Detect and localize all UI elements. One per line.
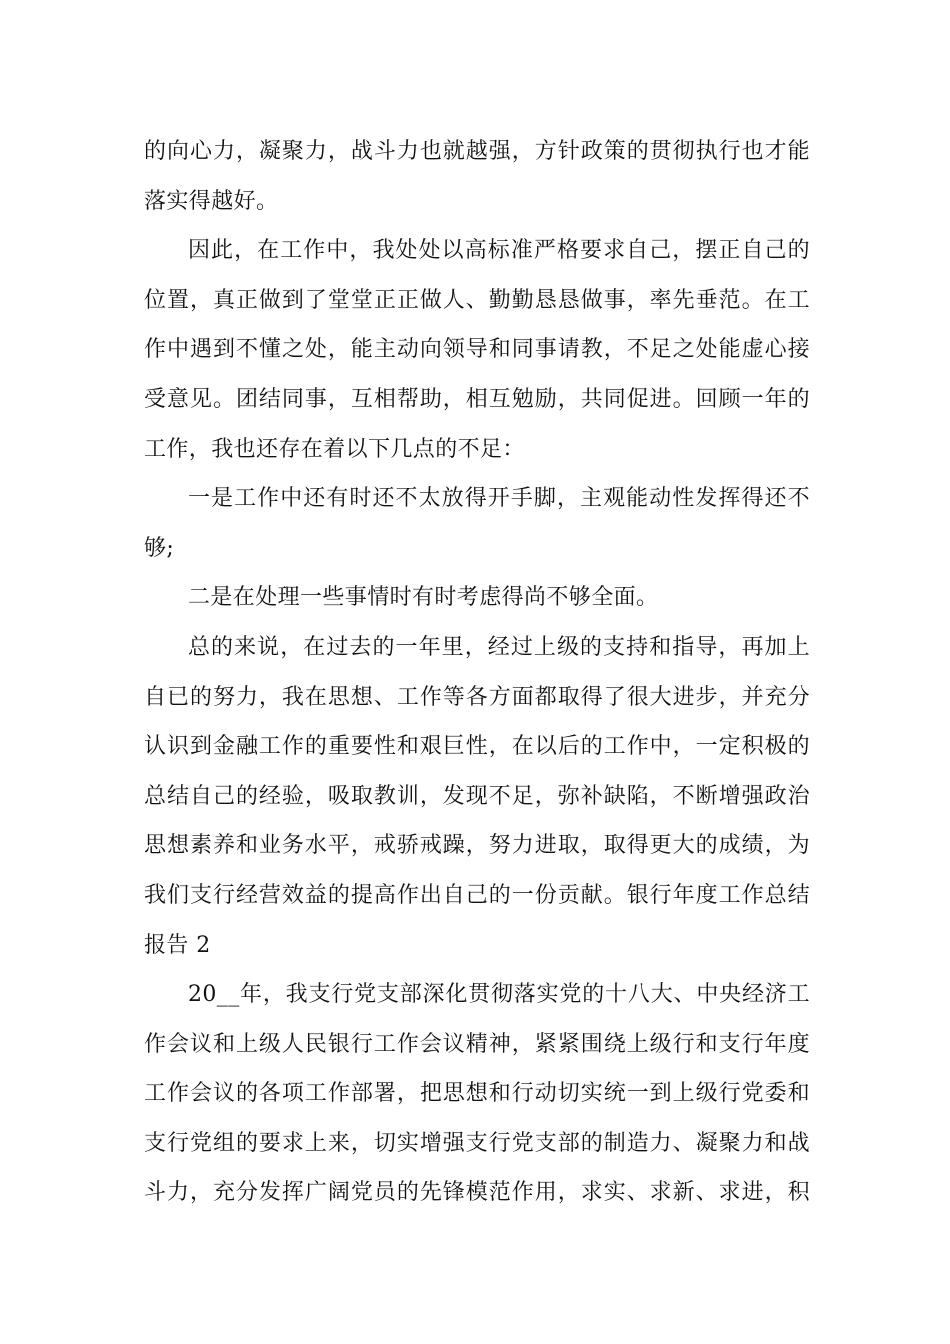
text-line: 的向心力，凝聚力，战斗力也就越强，方针政策的贯彻执行也才能 bbox=[144, 139, 810, 164]
text-line: 20__年，我支行党支部深化贯彻落实党的十八大、中央经济工 bbox=[188, 982, 810, 1008]
text-line: 认识到金融工作的重要性和艰巨性，在以后的工作中，一定积极的 bbox=[144, 734, 810, 760]
text-line: 落实得越好。 bbox=[144, 188, 279, 214]
text-line: 支行党组的要求上来，切实增强支行党支部的制造力、凝聚力和战 bbox=[144, 1130, 810, 1156]
text-line: 工作会议的各项工作部署，把思想和行动切实统一到上级行党委和 bbox=[144, 1081, 810, 1107]
text-line: 工作，我也还存在着以下几点的不足： bbox=[144, 436, 525, 462]
text-line: 思想素养和业务水平，戒骄戒躁，努力进取，取得更大的成绩，为 bbox=[144, 833, 810, 859]
text-line: 够; bbox=[144, 535, 175, 561]
text-line: 斗力，充分发挥广阔党员的先锋模范作用，求实、求新、求进，积 bbox=[144, 1180, 810, 1206]
text-line: 位置，真正做到了堂堂正正做人、勤勤恳恳做事，率先垂范。在工 bbox=[144, 287, 810, 313]
text-line: 总结自己的经验，吸取教训，发现不足，弥补缺陷，不断增强政治 bbox=[144, 783, 810, 809]
text-line: 报告 2 bbox=[144, 932, 211, 958]
text-line: 作中遇到不懂之处，能主动向领导和同事请教，不足之处能虚心接 bbox=[144, 337, 810, 363]
text-line: 总的来说，在过去的一年里，经过上级的支持和指导，再加上 bbox=[188, 634, 810, 660]
text-line: 自已的努力，我在思想、工作等各方面都取得了很大进步，并充分 bbox=[144, 684, 810, 710]
document-body bbox=[144, 127, 810, 1218]
text-line: 受意见。团结同事，互相帮助，相互勉励，共同促进。回顾一年的 bbox=[144, 386, 810, 412]
text-line: 因此，在工作中，我处处以高标准严格要求自己，摆正自己的 bbox=[188, 238, 810, 264]
text-line: 二是在处理一些事情时有时考虑得尚不够全面。 bbox=[188, 585, 659, 611]
text-line: 作会议和上级人民银行工作会议精神，紧紧围绕上级行和支行年度 bbox=[144, 1031, 810, 1057]
text-line: 一是工作中还有时还不太放得开手脚，主观能动性发挥得还不 bbox=[188, 486, 810, 512]
text-line: 我们支行经营效益的提高作出自己的一份贡献。银行年度工作总结 bbox=[144, 882, 810, 908]
